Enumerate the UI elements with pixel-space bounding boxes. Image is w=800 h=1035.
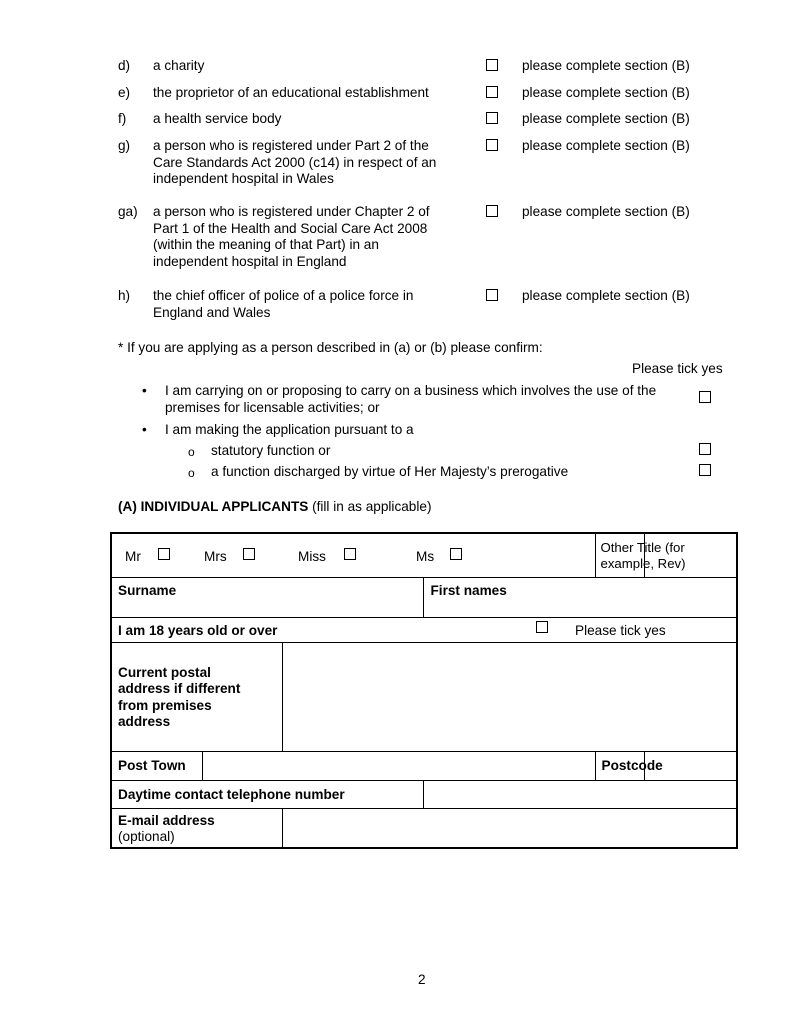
confirm-intro: * If you are applying as a person described in (a) or (b) please confirm: — [118, 340, 543, 355]
first-names-field[interactable] — [423, 577, 737, 617]
confirm-bullet-application: I am making the application pursuant to a — [165, 422, 414, 437]
checkbox-health-service-body[interactable] — [486, 112, 498, 124]
row-letter-ga: ga) — [118, 204, 138, 219]
postcode-label: Postcode — [601, 757, 663, 773]
postal-address-label-cell — [111, 642, 282, 751]
age-label: I am 18 years old or over — [118, 622, 278, 638]
row-note-g: please complete section (B) — [522, 138, 690, 153]
daytime-phone-input[interactable] — [423, 780, 737, 808]
checkbox-title-ms[interactable] — [450, 548, 462, 560]
email-input[interactable] — [282, 808, 737, 848]
daytime-phone-label: Daytime contact telephone number — [118, 786, 345, 802]
postal-address-label: Current postal address if different from premises address — [118, 664, 241, 729]
email-optional-label: (optional) — [118, 829, 175, 844]
circle-bullet-glyph: o — [188, 466, 195, 480]
section-a-subtitle: (fill in as applicable) — [308, 499, 432, 514]
checkbox-statutory-function[interactable] — [699, 443, 711, 455]
circle-bullet-glyph: o — [188, 445, 195, 459]
other-title-label: Other Title (for example, Rev) — [600, 540, 686, 571]
postal-address-input[interactable] — [282, 642, 737, 751]
daytime-phone-label-cell — [111, 780, 423, 808]
other-title-label-cell — [595, 533, 686, 577]
checkbox-title-mr[interactable] — [158, 548, 170, 560]
post-town-input[interactable] — [202, 751, 595, 780]
row-text-e: the proprietor of an educational establishment — [153, 85, 429, 100]
row-text-d: a charity — [153, 58, 205, 73]
checkbox-age-18-or-over[interactable] — [536, 621, 548, 633]
row-letter-f: f) — [118, 111, 127, 126]
post-town-label: Post Town — [118, 757, 186, 773]
row-note-h: please complete section (B) — [522, 288, 690, 303]
first-names-label: First names — [430, 582, 507, 598]
title-mrs-label: Mrs — [204, 549, 227, 564]
row-letter-h: h) — [118, 288, 131, 303]
title-miss-label: Miss — [298, 549, 326, 564]
bullet-glyph: • — [142, 383, 147, 398]
bullet-glyph: • — [142, 422, 147, 437]
title-ms-label: Ms — [416, 549, 435, 564]
checkbox-prerogative-function[interactable] — [699, 464, 711, 476]
age-confirmation-row — [111, 617, 737, 642]
row-note-d: please complete section (B) — [522, 58, 690, 73]
confirm-prerogative-function: a function discharged by virtue of Her Majesty’s prerogative — [211, 464, 569, 479]
row-letter-e: e) — [118, 85, 131, 100]
tick-yes-header: Please tick yes — [632, 361, 723, 376]
page-number: 2 — [418, 972, 426, 987]
row-text-f: a health service body — [153, 111, 282, 126]
checkbox-title-mrs[interactable] — [243, 548, 255, 560]
confirm-statutory-function: statutory function or — [211, 443, 331, 458]
checkbox-charity[interactable] — [486, 59, 498, 71]
individual-applicants-form — [110, 532, 738, 849]
row-text-g: a person who is registered under Part 2 of the Care Standards Act 2000 (c14) in respect of an independent hospital in Wales — [153, 138, 437, 186]
section-a-heading — [118, 499, 431, 516]
row-text-ga: a person who is registered under Chapter 2 of Part 1 of the Health and Social Care Act 2008 (within the meaning of that Part) in an independent hospital in England — [153, 204, 430, 269]
checkbox-independent-hospital-wales[interactable] — [486, 139, 498, 151]
checkbox-chief-officer-police[interactable] — [486, 289, 498, 301]
email-label: E-mail address — [118, 812, 215, 828]
surname-label: Surname — [118, 582, 177, 598]
row-text-h: the chief officer of police of a police force in England and Wales — [153, 288, 414, 320]
row-letter-d: d) — [118, 58, 131, 73]
row-note-ga: please complete section (B) — [522, 204, 690, 219]
row-note-e: please complete section (B) — [522, 85, 690, 100]
post-town-label-cell — [111, 751, 202, 780]
age-tick-yes-label: Please tick yes — [575, 622, 666, 638]
row-letter-g: g) — [118, 138, 131, 153]
checkbox-title-miss[interactable] — [344, 548, 356, 560]
email-label-cell — [111, 808, 282, 848]
title-options — [111, 533, 595, 577]
row-note-f: please complete section (B) — [522, 111, 690, 126]
checkbox-business-use[interactable] — [699, 391, 711, 403]
section-a-title: (A) INDIVIDUAL APPLICANTS — [118, 499, 309, 514]
postcode-label-cell — [595, 751, 663, 780]
checkbox-educational-establishment[interactable] — [486, 86, 498, 98]
checkbox-independent-hospital-england[interactable] — [486, 205, 498, 217]
surname-field[interactable] — [111, 577, 423, 617]
confirm-bullet-business: I am carrying on or proposing to carry on a business which involves the use of the premises for licensable activities; or — [165, 383, 657, 415]
title-mr-label: Mr — [125, 549, 141, 564]
